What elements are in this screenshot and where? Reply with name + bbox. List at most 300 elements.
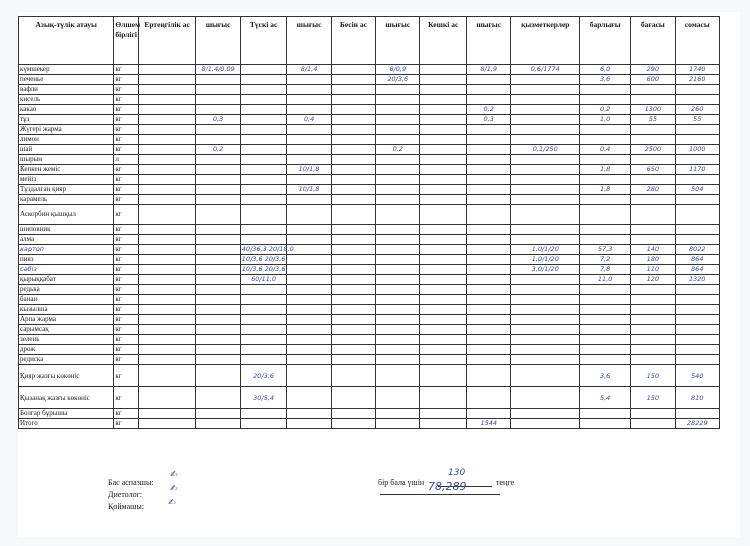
cell-total: 6,0: [580, 65, 631, 75]
cell-lunch: [240, 335, 287, 345]
cell-lunch: [240, 65, 287, 75]
cell-price: [631, 335, 675, 345]
cell-dinner: [420, 315, 467, 325]
cell-breakfast: [138, 285, 196, 295]
cell-out4: 0,3: [467, 115, 511, 125]
cell-out4: 8/1,9: [467, 65, 511, 75]
cell-out4: [467, 295, 511, 305]
cell-out1: [196, 265, 240, 275]
cell-name: Арпа жарма: [19, 315, 114, 325]
cell-out1: 0,2: [196, 145, 240, 155]
cell-price: [631, 135, 675, 145]
cell-unit: кг: [114, 335, 138, 345]
cell-out3: [376, 175, 420, 185]
cell-total: [580, 295, 631, 305]
cell-out4: [467, 245, 511, 255]
cell-lunch: [240, 175, 287, 185]
cell-unit: кг: [114, 315, 138, 325]
chef-label: Бас аспазшы:: [108, 478, 154, 487]
cell-name: Қызанақ жазғы көкөніс: [19, 387, 114, 409]
col-header-afternoon: Бесін ас: [331, 17, 375, 65]
cell-out4: [467, 125, 511, 135]
cell-lunch: 20/3,6: [240, 365, 287, 387]
cell-breakfast: [138, 105, 196, 115]
cell-afternoon: [331, 305, 375, 315]
cell-out2: [287, 105, 331, 115]
cell-out4: [467, 409, 511, 419]
cell-name: вафли: [19, 85, 114, 95]
cell-price: 1300: [631, 105, 675, 115]
cell-sum: [675, 285, 719, 295]
cell-afternoon: [331, 105, 375, 115]
cell-total: [580, 235, 631, 245]
cell-dinner: [420, 265, 467, 275]
cell-lunch: [240, 105, 287, 115]
cell-name: Қияр жазғы көкөніс: [19, 365, 114, 387]
cell-out2: [287, 365, 331, 387]
cell-sum: [675, 135, 719, 145]
cell-lunch: 10/3,6 20/3,6: [241, 265, 286, 273]
cell-sum: 1320: [675, 275, 719, 285]
cell-total: 0,4: [580, 145, 631, 155]
cell-breakfast: [138, 419, 196, 429]
cell-price: 180: [631, 255, 675, 265]
cell-lunch: [240, 285, 287, 295]
cell-sum: [675, 175, 719, 185]
cell-sum: 1740: [675, 65, 719, 75]
cell-dinner: [420, 65, 467, 75]
cell-breakfast: [138, 65, 196, 75]
cell-breakfast: [138, 365, 196, 387]
cell-afternoon: [331, 235, 375, 245]
cell-out4: [467, 265, 511, 275]
cell-breakfast: [138, 345, 196, 355]
cell-total: [580, 419, 631, 429]
cell-price: [631, 155, 675, 165]
cell-price: 110: [631, 265, 675, 275]
cell-staff: 3,0/1/20: [511, 265, 580, 275]
table-row: [19, 305, 720, 315]
cell-out1: [196, 175, 240, 185]
storekeeper-label: Қоймашы:: [108, 502, 144, 511]
cell-sum: [675, 95, 719, 105]
cell-out4: [467, 365, 511, 387]
cell-breakfast: [138, 275, 196, 285]
cell-unit: кг: [114, 265, 138, 275]
cell-out2: [287, 305, 331, 315]
cell-out1: [196, 419, 240, 429]
cell-unit: кг: [114, 165, 138, 175]
table-row: [19, 387, 720, 409]
cell-name: алма: [19, 235, 114, 245]
cell-staff: [511, 419, 580, 429]
cell-total: [580, 305, 631, 315]
cell-out3: [376, 235, 420, 245]
cell-sum: 55: [675, 115, 719, 125]
cell-lunch: 60/11,0: [240, 275, 287, 285]
cell-out3: 0,2: [376, 145, 420, 155]
cell-out1: [196, 315, 240, 325]
table-row: [19, 275, 720, 285]
cell-afternoon: [331, 135, 375, 145]
cell-name: банан: [19, 295, 114, 305]
cell-out4: [467, 175, 511, 185]
cell-afternoon: [331, 355, 375, 365]
cell-out4: [467, 285, 511, 295]
cell-name: тұз: [19, 115, 114, 125]
cell-breakfast: [138, 255, 196, 265]
cell-unit: кг: [114, 225, 138, 235]
table-row: [19, 315, 720, 325]
cell-lunch: [240, 325, 287, 335]
cell-unit: кг: [114, 185, 138, 195]
cell-dinner: [420, 419, 467, 429]
cell-lunch: [240, 185, 287, 195]
cell-sum: [675, 125, 719, 135]
cell-afternoon: [331, 195, 375, 205]
cell-total: 0,2: [580, 105, 631, 115]
cell-out1: [196, 205, 240, 225]
cell-unit: кг: [114, 295, 138, 305]
cell-total: 1,8: [580, 185, 631, 195]
cell-unit: кг: [114, 419, 138, 429]
cell-name: шырын: [19, 155, 114, 165]
cell-price: [631, 125, 675, 135]
cell-out2: [287, 285, 331, 295]
cell-lunch: [240, 225, 287, 235]
cell-sum: [675, 205, 719, 225]
cell-sum: 260: [675, 105, 719, 115]
cell-name: Кепкен жеміс: [19, 165, 114, 175]
cell-unit: кг: [114, 245, 138, 255]
cell-name: дрож: [19, 345, 114, 355]
cell-out1: [196, 335, 240, 345]
cell-total: [580, 95, 631, 105]
cell-out3: 8/0,9: [376, 65, 420, 75]
table-row: [19, 325, 720, 335]
cell-total: 3,6: [580, 365, 631, 387]
table-row: [19, 195, 720, 205]
cell-name: карамель: [19, 195, 114, 205]
cell-lunch: [240, 95, 287, 105]
cell-out3: [376, 265, 420, 275]
cell-dinner: [420, 305, 467, 315]
cell-out4: [467, 155, 511, 165]
cell-price: [631, 409, 675, 419]
cell-total: [580, 205, 631, 225]
table-row: [19, 135, 720, 145]
col-header-sum: сомасы: [675, 17, 719, 65]
cell-staff: [511, 285, 580, 295]
cell-unit: кг: [114, 345, 138, 355]
table-row: [19, 85, 720, 95]
cell-afternoon: [331, 409, 375, 419]
cell-unit: кг: [114, 255, 138, 265]
cell-lunch: [240, 315, 287, 325]
cell-out2: [287, 175, 331, 185]
cell-breakfast: [138, 85, 196, 95]
cell-breakfast: [138, 409, 196, 419]
cell-dinner: [420, 285, 467, 295]
cell-out2: [287, 95, 331, 105]
cell-out4: 0,2: [467, 105, 511, 115]
cell-lunch: [240, 419, 287, 429]
cell-lunch: 30/5,4: [240, 387, 287, 409]
cell-out3: [376, 305, 420, 315]
cell-dinner: [420, 355, 467, 365]
cell-breakfast: [138, 355, 196, 365]
cell-afternoon: [331, 185, 375, 195]
cell-staff: [511, 95, 580, 105]
col-header-name: Азық-түлік атауы: [19, 17, 114, 65]
cell-out3: [376, 165, 420, 175]
cell-dinner: [420, 225, 467, 235]
cell-staff: [511, 155, 580, 165]
cell-out1: [196, 345, 240, 355]
cell-sum: [675, 335, 719, 345]
cell-afternoon: [331, 275, 375, 285]
cell-dinner: [420, 105, 467, 115]
cell-breakfast: [138, 205, 196, 225]
cell-dinner: [420, 165, 467, 175]
cell-total: 3,6: [580, 75, 631, 85]
table-row: [19, 345, 720, 355]
cell-staff: [511, 305, 580, 315]
cell-price: 120: [631, 275, 675, 285]
cell-unit: кг: [114, 235, 138, 245]
cell-price: [631, 295, 675, 305]
cell-out3: [376, 85, 420, 95]
cell-out2: [287, 345, 331, 355]
cell-afternoon: [331, 265, 375, 275]
cell-dinner: [420, 365, 467, 387]
cell-dinner: [420, 245, 467, 255]
chef-signature: ✍: [170, 470, 178, 480]
cell-afternoon: [331, 295, 375, 305]
cell-dinner: [420, 295, 467, 305]
cell-staff: [511, 115, 580, 125]
cell-unit: кг: [114, 65, 138, 75]
cell-breakfast: [138, 165, 196, 175]
cell-name: шай: [19, 145, 114, 155]
cell-name: сәбіз: [19, 265, 114, 275]
cell-dinner: [420, 145, 467, 155]
table-row: [19, 205, 720, 225]
cell-total: [580, 355, 631, 365]
cell-total: [580, 315, 631, 325]
cell-name: кисель: [19, 95, 114, 105]
cell-out4: [467, 85, 511, 95]
cell-total: [580, 335, 631, 345]
cell-out4: [467, 335, 511, 345]
cell-out2: 8/1,4: [287, 65, 331, 75]
cell-out2: [287, 387, 331, 409]
cell-total: 5,4: [580, 387, 631, 409]
cell-out1: [196, 305, 240, 315]
cell-name: кызылша: [19, 305, 114, 315]
cell-staff: [511, 275, 580, 285]
cell-out3: [376, 185, 420, 195]
cell-dinner: [420, 135, 467, 145]
table-row: [19, 75, 720, 85]
cell-out1: [196, 285, 240, 295]
table-row: [19, 125, 720, 135]
cell-out1: [196, 155, 240, 165]
cell-dinner: [420, 125, 467, 135]
cell-out1: [196, 255, 240, 265]
cell-out2: 10/1,8: [287, 165, 331, 175]
cell-out1: [196, 195, 240, 205]
cell-out4: [467, 135, 511, 145]
cell-unit: кг: [114, 285, 138, 295]
cell-breakfast: [138, 95, 196, 105]
cell-out4: [467, 255, 511, 265]
cell-price: [631, 235, 675, 245]
cell-out3: [376, 105, 420, 115]
cell-afternoon: [331, 125, 375, 135]
cell-breakfast: [138, 325, 196, 335]
table-row: [19, 145, 720, 155]
col-header-unit: Өлшем бірлігі: [114, 17, 138, 65]
cell-out2: [287, 419, 331, 429]
dietitian-signature: ✍: [170, 484, 178, 494]
cell-out4: [467, 325, 511, 335]
cell-breakfast: [138, 387, 196, 409]
cell-price: 600: [631, 75, 675, 85]
cell-price: [631, 95, 675, 105]
cell-dinner: [420, 115, 467, 125]
col-header-out3: шығыс: [376, 17, 420, 65]
cell-unit: кг: [114, 365, 138, 387]
cell-afternoon: [331, 285, 375, 295]
cell-dinner: [420, 409, 467, 419]
cell-breakfast: [138, 115, 196, 125]
cell-afternoon: [331, 155, 375, 165]
food-ledger-table: [18, 16, 720, 429]
cell-lunch: 10/3,6 20/3,6: [241, 255, 286, 263]
cell-total: [580, 155, 631, 165]
cell-out2: [287, 85, 331, 95]
cell-breakfast: [138, 195, 196, 205]
cell-breakfast: [138, 135, 196, 145]
cell-out2: [287, 235, 331, 245]
cell-price: [631, 225, 675, 235]
table-row: [19, 155, 720, 165]
cell-staff: [511, 387, 580, 409]
cell-out1: [196, 235, 240, 245]
cell-breakfast: [138, 245, 196, 255]
cell-out2: [287, 125, 331, 135]
cell-out4: [467, 185, 511, 195]
cell-total: [580, 85, 631, 95]
cell-afternoon: [331, 419, 375, 429]
cell-unit: кг: [114, 275, 138, 285]
cell-dinner: [420, 85, 467, 95]
cell-out1: [196, 135, 240, 145]
cell-price: [631, 345, 675, 355]
table-row: [19, 65, 720, 75]
cell-total: 11,0: [580, 275, 631, 285]
cell-staff: [511, 75, 580, 85]
cell-afternoon: [331, 345, 375, 355]
cell-name: редька: [19, 285, 114, 295]
cell-staff: [511, 225, 580, 235]
cell-afternoon: [331, 335, 375, 345]
col-header-breakfast: Ертеңгілік ас: [138, 17, 196, 65]
cell-staff: [511, 205, 580, 225]
cell-afternoon: [331, 175, 375, 185]
cell-out1: [196, 355, 240, 365]
cell-name: шиповник: [19, 225, 114, 235]
cell-price: [631, 315, 675, 325]
table-row: [19, 365, 720, 387]
cell-out2: [287, 295, 331, 305]
cell-breakfast: [138, 295, 196, 305]
cell-unit: кг: [114, 175, 138, 185]
per-child-label: бір бала үшін: [378, 478, 425, 487]
cell-dinner: [420, 185, 467, 195]
cell-price: [631, 325, 675, 335]
cell-out3: [376, 155, 420, 165]
cell-afternoon: [331, 205, 375, 225]
cell-out2: [287, 205, 331, 225]
cell-name: Тұздалған қияр: [19, 185, 114, 195]
cell-lunch: [240, 165, 287, 175]
cell-name: сарымсақ: [19, 325, 114, 335]
cell-price: [631, 205, 675, 225]
table-row: [19, 175, 720, 185]
cell-unit: кг: [114, 135, 138, 145]
cell-staff: [511, 175, 580, 185]
cell-out3: [376, 125, 420, 135]
cell-out3: [376, 419, 420, 429]
cell-dinner: [420, 205, 467, 225]
cell-out1: [196, 225, 240, 235]
cell-dinner: [420, 345, 467, 355]
cell-name: мейіз: [19, 175, 114, 185]
cell-afternoon: [331, 165, 375, 175]
cell-staff: [511, 125, 580, 135]
cell-out3: [376, 285, 420, 295]
cell-out2: [287, 225, 331, 235]
cell-breakfast: [138, 235, 196, 245]
cell-out4: [467, 387, 511, 409]
cell-staff: [511, 409, 580, 419]
total-value: 78,289: [428, 480, 467, 493]
cell-price: [631, 355, 675, 365]
cell-unit: кг: [114, 195, 138, 205]
cell-sum: [675, 325, 719, 335]
cell-price: 140: [631, 245, 675, 255]
cell-sum: [675, 225, 719, 235]
cell-price: [631, 285, 675, 295]
cell-out2: [287, 145, 331, 155]
cell-sum: 810: [675, 387, 719, 409]
col-header-out1: шығыс: [196, 17, 240, 65]
cell-staff: [511, 185, 580, 195]
cell-sum: [675, 155, 719, 165]
cell-out3: [376, 355, 420, 365]
cell-dinner: [420, 325, 467, 335]
cell-name: печенье: [19, 75, 114, 85]
cell-price: [631, 175, 675, 185]
cell-name: қырыққабат: [19, 275, 114, 285]
cell-afternoon: [331, 387, 375, 409]
table-row: [19, 245, 720, 255]
cell-staff: [511, 235, 580, 245]
cell-unit: кг: [114, 125, 138, 135]
cell-out1: [196, 409, 240, 419]
